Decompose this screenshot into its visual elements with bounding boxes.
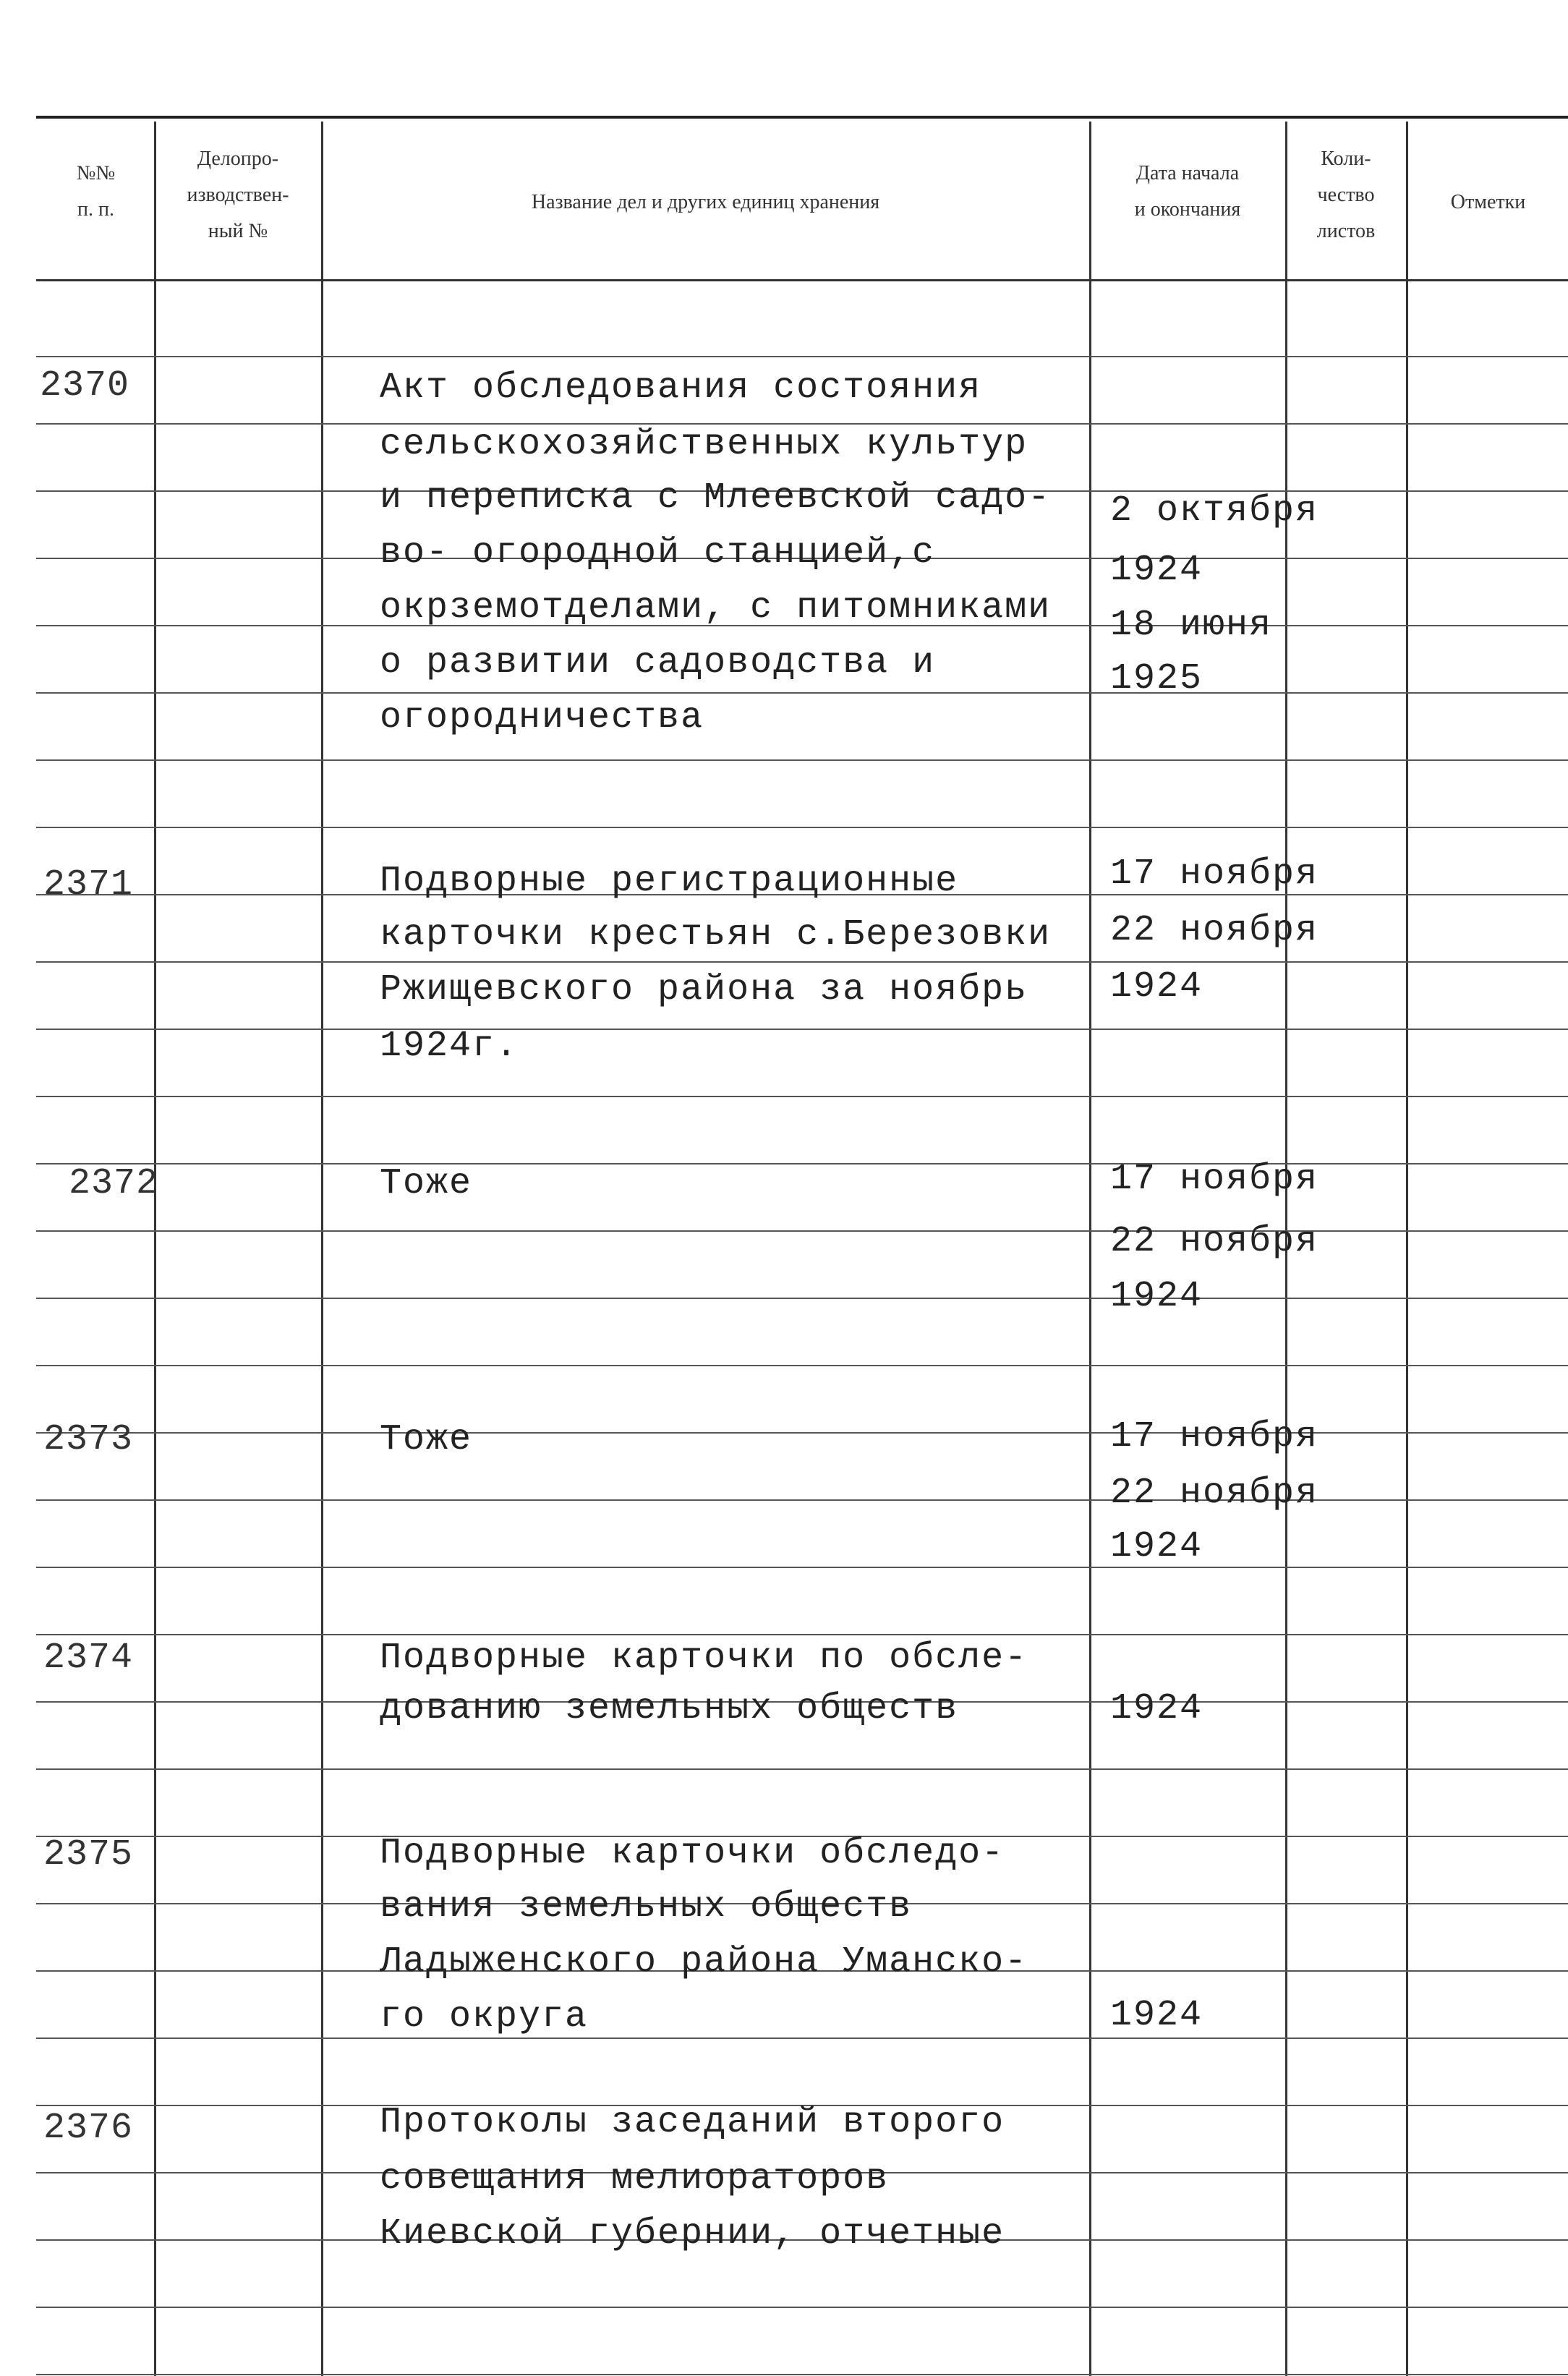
entry-date-line: 1924 [1110, 1276, 1203, 1317]
header-bottom-rule [36, 279, 1568, 281]
header-text: Делопро- [197, 148, 279, 170]
entry-date-line: 17 ноября [1110, 1159, 1319, 1200]
entry-title-line: сельскохозяйственных культур [380, 424, 1028, 465]
entry-date-line: 18 июня [1110, 605, 1273, 646]
entry-date-line: 22 ноября [1110, 1221, 1319, 1262]
entry-title-line: Тоже [380, 1419, 473, 1460]
entry-number: 2372 [69, 1163, 159, 1204]
ruled-line [36, 1432, 1568, 1434]
entry-title-line: дованию земельных обществ [380, 1688, 959, 1729]
header-text: ный № [208, 220, 268, 242]
entry-title-line: Протоколы заседаний второго [380, 2102, 1005, 2143]
entry-title-line: карточки крестьян с.Березовки [380, 914, 1052, 955]
header-sheets-column [1287, 141, 1405, 250]
table-top-rule [36, 116, 1568, 119]
entry-title-line: вания земельных обществ [380, 1886, 913, 1928]
header-text: Коли- [1321, 148, 1371, 170]
entry-number: 2373 [43, 1419, 134, 1460]
entry-date-line: 22 ноября [1110, 910, 1319, 951]
entry-title-line: и переписка с Млеевской садо- [380, 477, 1052, 519]
header-text: Дата начала [1135, 162, 1240, 184]
header-text: №№ [76, 162, 116, 184]
entry-date-line: 1924 [1110, 1526, 1203, 1567]
entry-date-line: 1924 [1110, 1995, 1203, 2036]
header-text: листов [1316, 220, 1376, 242]
ruled-line [36, 2307, 1568, 2308]
entry-date-line: 1924 [1110, 1688, 1203, 1729]
header-text: п. п. [77, 198, 114, 221]
header-text: и окончания [1134, 198, 1241, 221]
header-notes-column [1408, 184, 1568, 221]
entry-date-line: 2 октября [1110, 490, 1319, 532]
ruled-line [36, 1163, 1568, 1164]
header-title-column [323, 184, 1088, 221]
entry-date-line: 17 ноября [1110, 1416, 1319, 1457]
header-number-column [40, 156, 152, 228]
ruled-line [36, 1029, 1568, 1030]
ruled-line [36, 356, 1568, 357]
header-dates-column [1091, 156, 1284, 228]
ruled-line [36, 1298, 1568, 1299]
entry-title-line: о развитии садоводства и [380, 642, 936, 684]
entry-title-line: огородничества [380, 697, 704, 738]
entry-number: 2375 [43, 1834, 134, 1875]
entry-number: 2374 [43, 1638, 134, 1679]
entry-date-line: 22 ноября [1110, 1473, 1319, 1514]
header-text: Название дел и других единиц хранения [531, 191, 880, 213]
entry-title-line: Акт обследования состояния [380, 367, 982, 409]
entry-title-line: Тоже [380, 1163, 473, 1204]
entry-date-line: 1925 [1110, 658, 1203, 699]
entry-title-line: Подворные карточки обследо- [380, 1833, 1005, 1874]
ruled-line [36, 1365, 1568, 1366]
entry-number: 2371 [43, 864, 134, 906]
entry-title-line: Подворные регистрационные [380, 861, 959, 902]
header-office-number-column [156, 141, 320, 250]
ruled-line [36, 2374, 1568, 2375]
entry-date-line: 1924 [1110, 966, 1203, 1008]
header-text: Отметки [1450, 191, 1526, 213]
entry-date-line: 1924 [1110, 550, 1203, 591]
ruled-line [36, 1230, 1568, 1232]
header-text: изводствен- [187, 184, 289, 206]
ruled-line [36, 2038, 1568, 2039]
entry-number: 2376 [43, 2108, 134, 2149]
header-text: чество [1317, 184, 1375, 206]
ruled-line [36, 759, 1568, 761]
ruled-line [36, 1634, 1568, 1635]
ruled-line [36, 692, 1568, 694]
ruled-line [36, 1096, 1568, 1097]
entry-title-line: 1924г. [380, 1026, 519, 1067]
entry-title-line: совещания мелиораторов [380, 2158, 890, 2200]
ruled-line [36, 1499, 1568, 1501]
entry-title-line: Ржищевского района за ноябрь [380, 969, 1028, 1010]
entry-title-line: Подворные карточки по обсле- [380, 1638, 1028, 1679]
ruled-line [36, 1768, 1568, 1770]
entry-title-line: го округа [380, 1996, 589, 2038]
entry-title-line: Ладыженского района Уманско- [380, 1941, 1028, 1983]
entry-date-line: 17 ноября [1110, 853, 1319, 895]
entry-number: 2370 [40, 365, 130, 406]
entry-title-line: Киевской губернии, отчетные [380, 2213, 1005, 2254]
ruled-line [36, 961, 1568, 963]
ruled-line [36, 1567, 1568, 1568]
entry-title-line: окрземотделами, с питомниками [380, 587, 1052, 629]
entry-title-line: во- огородной станцией,с [380, 532, 936, 574]
ruled-line [36, 827, 1568, 828]
